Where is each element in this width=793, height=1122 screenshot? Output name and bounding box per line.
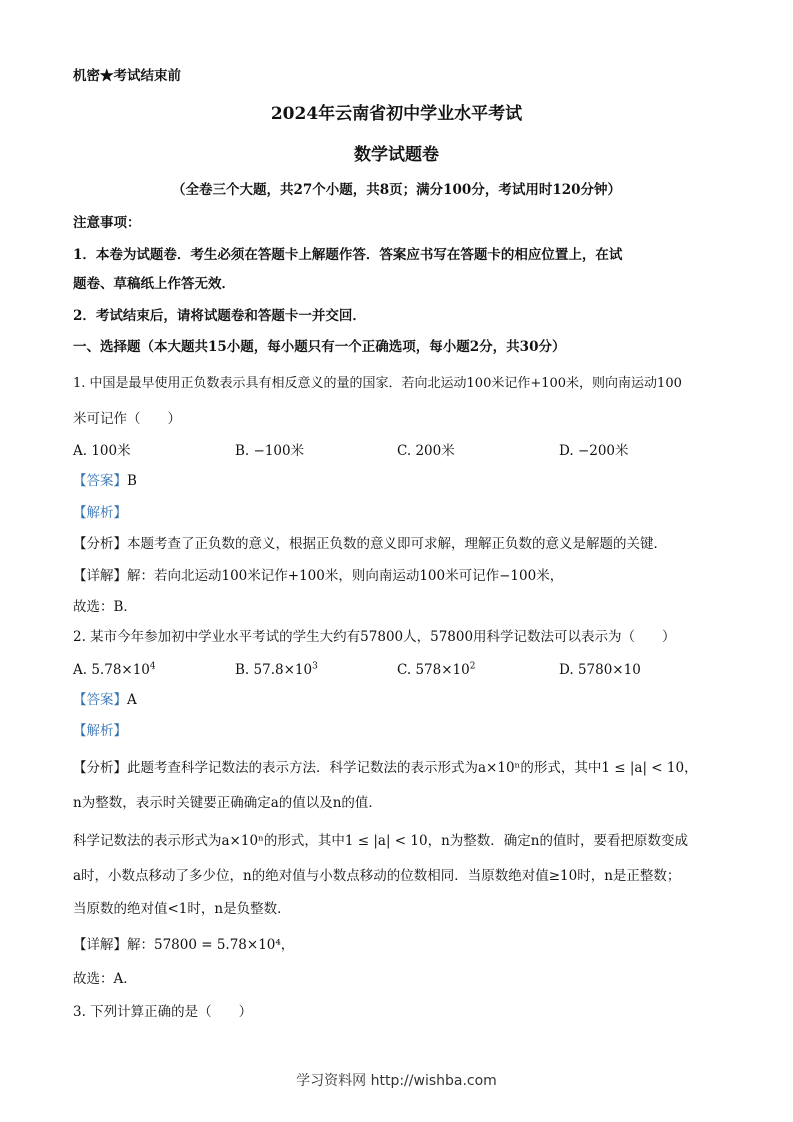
- q1-stem-line-2: 米可记作（ ）: [73, 411, 181, 427]
- notice-item-1-line-1: 1．本卷为试题卷．考生必须在答题卡上解题作答．答案应书写在答题卡的相应位置上，在试: [73, 247, 623, 263]
- section-1-heading: 一、选择题（本大题共15小题，每小题只有一个正确选项，每小题2分，共30分）: [73, 339, 566, 355]
- answer-tag: 【答案】: [73, 473, 127, 489]
- q2-option-a: A. $5.78\times 10^4$: [73, 661, 156, 678]
- q2-answer: 【答案】A: [73, 692, 137, 708]
- q1-analysis-tag: 【解析】: [73, 505, 127, 521]
- notice-item-2: 2．考试结束后，请将试题卷和答题卡一并交回．: [73, 308, 366, 324]
- q2-analysis-tag: 【解析】: [73, 723, 127, 739]
- notice-heading: 注意事项：: [73, 215, 141, 231]
- q2-body-line-3: 当原数的绝对值<1时，n是负整数．: [73, 901, 291, 917]
- q1-option-d: D. −200米: [559, 443, 629, 459]
- q2-xiangjie: 【详解】解：57800 = 5.78×10⁴，: [73, 937, 295, 953]
- q2-option-b: B. $57.8\times 10^3$: [235, 661, 318, 678]
- answer-tag: 【答案】: [73, 692, 127, 708]
- footer-watermark: 学习资料网 http://wishba.com: [296, 1073, 497, 1089]
- q2-stem: 2. 某市今年参加初中学业水平考试的学生大约有57800人，57800用科学记数法可以表示为（ ）: [73, 629, 676, 645]
- q1-option-b: B. −100米: [235, 443, 305, 459]
- notice-item-1-line-2: 题卷、草稿纸上作答无效．: [73, 276, 235, 292]
- q1-choice: 故选：B．: [73, 599, 137, 615]
- q2-body-line-2: a时，小数点移动了多少位，n的绝对值与小数点移动的位数相同．当原数绝对值≥10时，n是正整数；: [73, 868, 681, 884]
- q3-stem: 3. 下列计算正确的是（ ）: [73, 1004, 253, 1020]
- secret-label: 机密★考试结束前: [73, 68, 181, 84]
- exam-subtitle: 数学试题卷: [354, 145, 439, 165]
- q1-option-c: C. 200米: [397, 443, 455, 459]
- q2-option-c: C. $578\times 10^2$: [397, 661, 476, 678]
- exam-info: （全卷三个大题，共27个小题，共8页；满分100分，考试用时120分钟）: [171, 182, 622, 198]
- q1-stem-line-1: 1. 中国是最早使用正负数表示具有相反意义的量的国家．若向北运动100米记作+100米，则向南运动100: [73, 376, 682, 391]
- q1-fenxi: 【分析】本题考查了正负数的意义，根据正负数的意义即可求解，理解正负数的意义是解题的关键．: [73, 536, 667, 552]
- q2-choice: 故选：A．: [73, 971, 137, 987]
- q2-fenxi-line-2: n为整数，表示时关键要正确确定a的值以及n的值．: [73, 795, 382, 811]
- exam-title: 2024年云南省初中学业水平考试: [270, 104, 523, 124]
- q1-answer: 【答案】B: [73, 473, 137, 489]
- q2-option-d: D. 5780×10: [559, 662, 641, 678]
- q2-fenxi-line-1: 【分析】此题考查科学记数法的表示方法．科学记数法的表示形式为a×10ⁿ的形式，其中1 ≤ |a| < 10，: [73, 760, 698, 776]
- q1-option-a: A. 100米: [73, 443, 131, 459]
- q2-body-line-1: 科学记数法的表示形式为a×10ⁿ的形式，其中1 ≤ |a| < 10，n为整数．确定n的值时，要看把原数变成: [73, 833, 688, 849]
- q1-xiangjie: 【详解】解：若向北运动100米记作+100米，则向南运动100米可记作−100米，: [73, 568, 564, 584]
